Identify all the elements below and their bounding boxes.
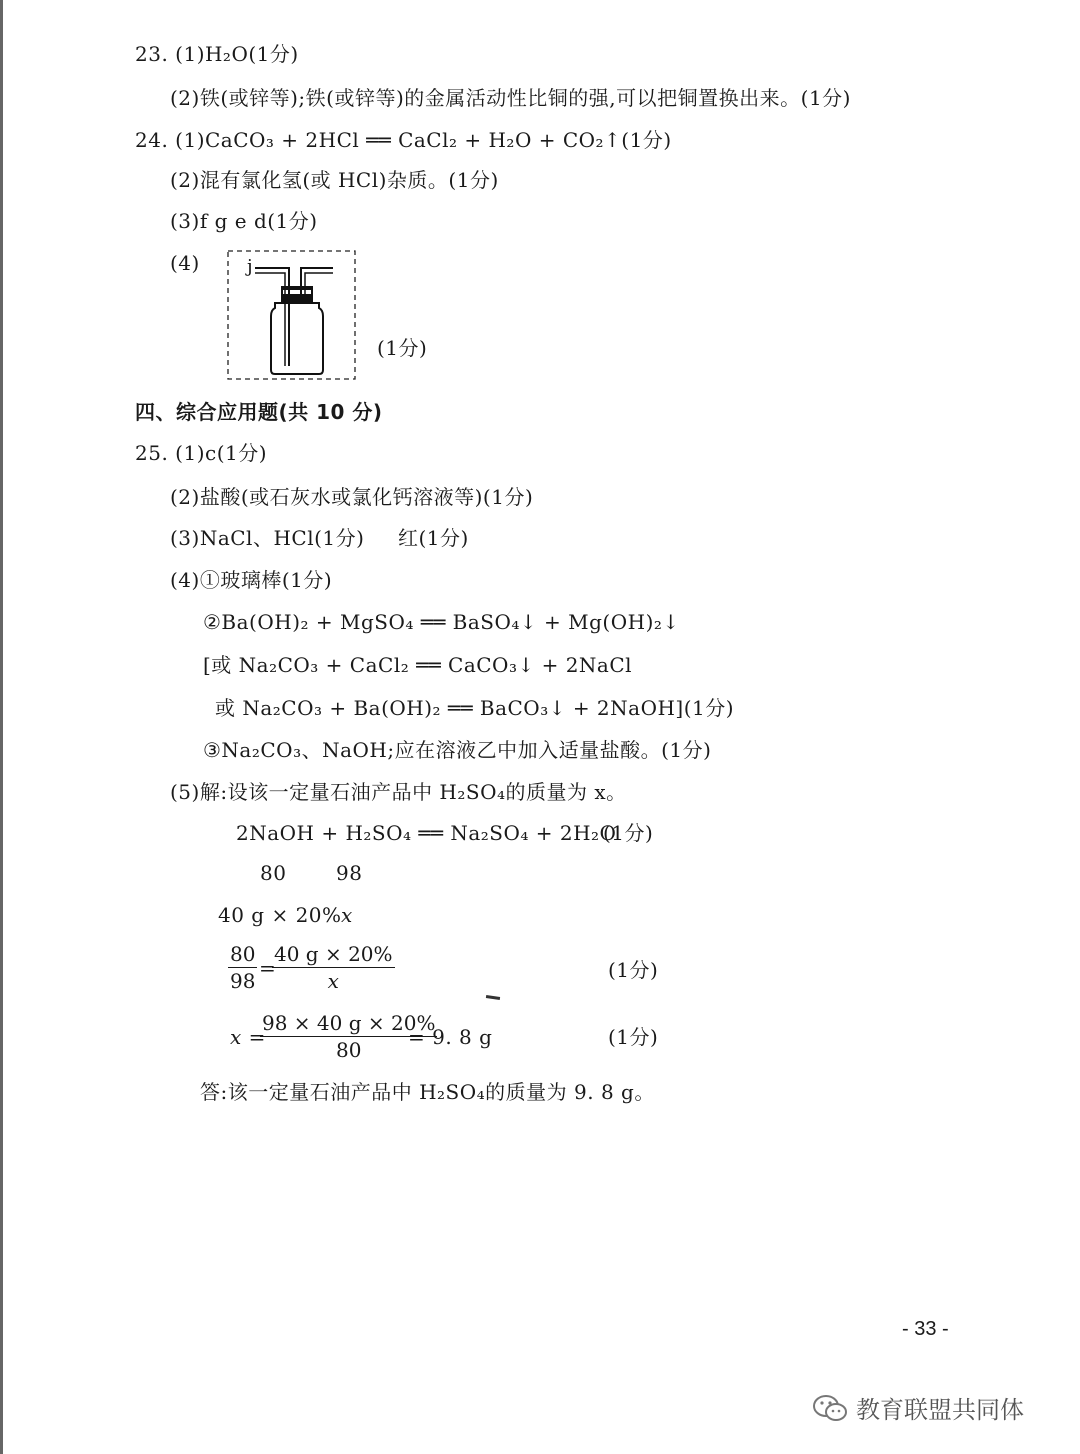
scan-edge	[0, 0, 3, 1454]
fraction-numerator: 40 g × 20%	[274, 942, 393, 966]
section-heading: 四、综合应用题(共 10 分)	[135, 400, 383, 424]
wechat-icon	[812, 1393, 848, 1423]
proportion-score: (1分)	[608, 958, 659, 982]
q25-equation-3: 或 Na₂CO₃ + Ba(OH)₂ ══ BaCO₃↓ + 2NaOH](1分)	[215, 696, 735, 720]
q23-part1: 23. (1)H₂O(1分)	[135, 42, 299, 66]
fraction-numerator: 98 × 40 g × 20%	[262, 1011, 436, 1035]
q25-equation-2: [或 Na₂CO₃ + CaCl₂ ══ CaCO₃↓ + 2NaCl	[203, 653, 633, 677]
q25-part1: 25. (1)c(1分)	[135, 441, 268, 465]
q25-part5-intro: (5)解:设该一定量石油产品中 H₂SO₄的质量为 x。	[170, 780, 627, 804]
q23-part2: (2)铁(或锌等);铁(或锌等)的金属活动性比铜的强,可以把铜置换出来。(1分)	[170, 86, 851, 110]
equals-sign: =	[259, 956, 277, 980]
fraction-denominator: x	[327, 969, 339, 993]
page-number: - 33 -	[902, 1318, 949, 1340]
q25-part3a: (3)NaCl、HCl(1分)	[170, 526, 365, 550]
x-lhs: x =	[230, 1025, 266, 1049]
watermark-text: 教育联盟共同体	[856, 1396, 1024, 1424]
q24-part1: 24. (1)CaCO₃ + 2HCl ══ CaCl₂ + H₂O + CO₂↑(1分)	[135, 128, 672, 152]
final-answer: 答:该一定量石油产品中 H₂SO₄的质量为 9. 8 g。	[200, 1080, 655, 1104]
x-result: = 9. 8 g	[408, 1025, 493, 1049]
fraction-denominator: 98	[230, 969, 256, 993]
q25-part3b: 红(1分)	[398, 526, 469, 550]
tube-label: j	[247, 256, 253, 277]
q25-part2: (2)盐酸(或石灰水或氯化钙溶液等)(1分)	[170, 485, 534, 509]
fraction-numerator: 80	[230, 942, 256, 966]
watermark	[812, 1390, 1024, 1425]
q24-part3: (3)f g e d(1分)	[170, 209, 318, 233]
fraction-80-98	[228, 943, 257, 992]
q25-part4: (4)①玻璃棒(1分)	[170, 568, 333, 592]
bottle-body	[271, 303, 323, 374]
solution-score: (1分)	[608, 1025, 659, 1049]
reaction-equation: 2NaOH + H₂SO₄ ══ Na₂SO₄ + 2H₂O	[236, 821, 617, 845]
reaction-score: (1分)	[603, 821, 654, 845]
molar-mass-h2so4: 98	[336, 861, 363, 885]
q24-part2: (2)混有氯化氢(或 HCl)杂质。(1分)	[170, 168, 499, 192]
fraction-denominator: 80	[336, 1038, 362, 1062]
q24-part4-score: (1分)	[377, 336, 428, 360]
q24-part4-label: (4)	[170, 251, 200, 275]
q25-equation-1: ②Ba(OH)₂ + MgSO₄ ══ BaSO₄↓ + Mg(OH)₂↓	[203, 610, 680, 634]
stray-mark	[486, 995, 500, 1000]
unknown-mass: x	[341, 903, 353, 927]
molar-mass-naoh: 80	[260, 861, 287, 885]
known-mass: 40 g × 20%	[218, 903, 342, 927]
q25-part4-3: ③Na₂CO₃、NaOH;应在溶液乙中加入适量盐酸。(1分)	[203, 738, 712, 762]
fraction-mass-x	[272, 943, 395, 992]
gas-washing-bottle-figure	[225, 248, 360, 382]
